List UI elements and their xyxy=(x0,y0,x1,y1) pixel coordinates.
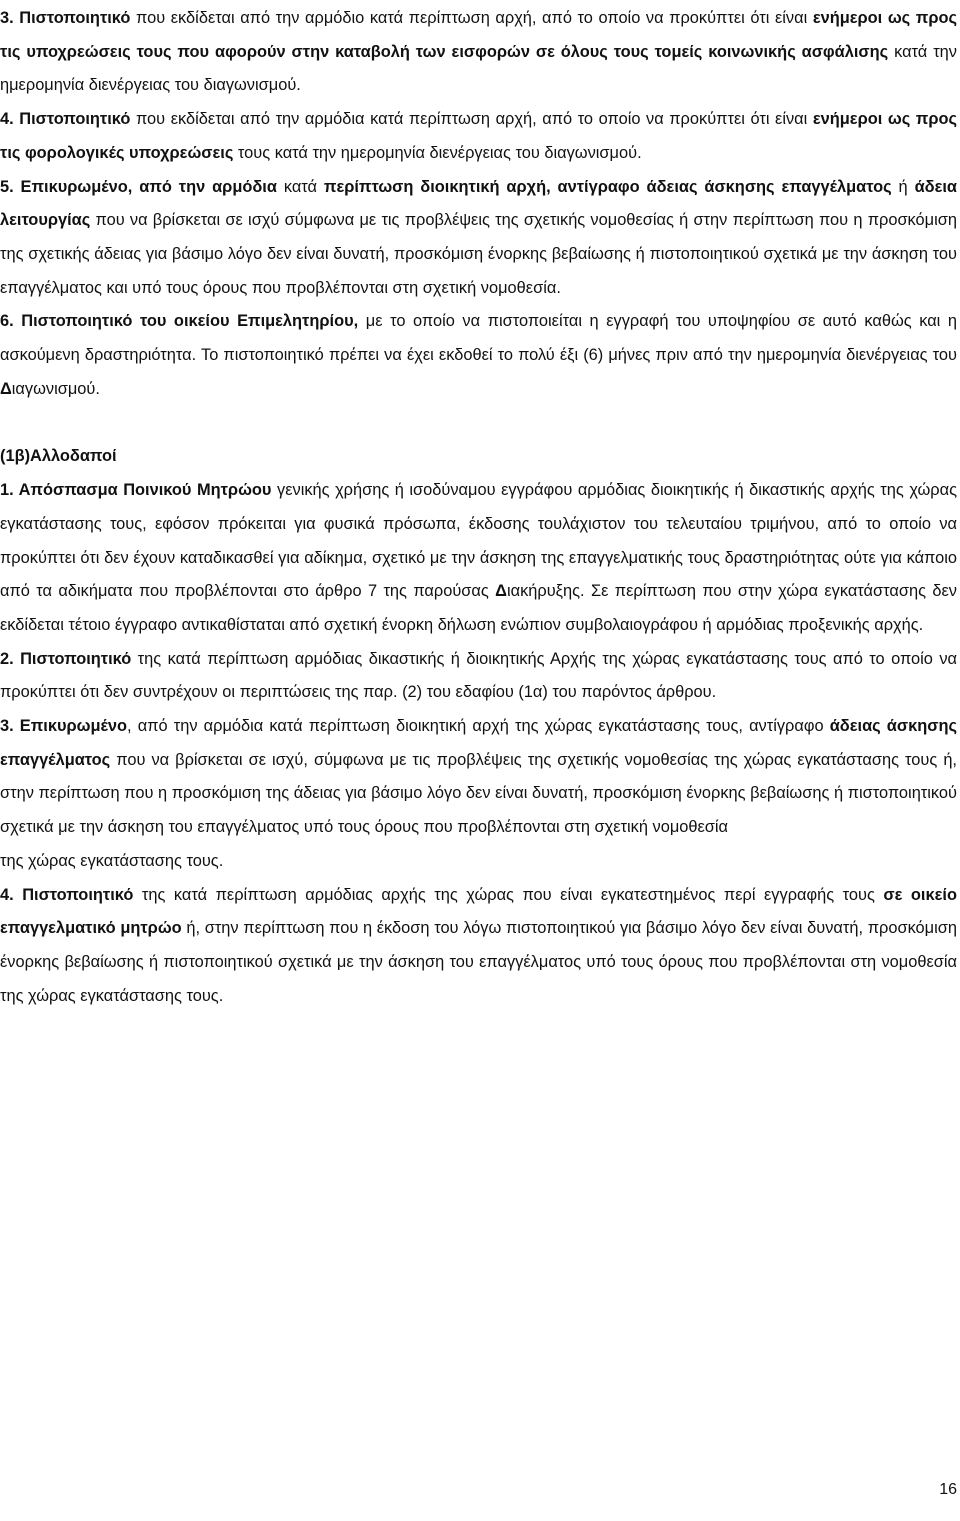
text-segment: της χώρας εγκατάστασης τους. xyxy=(0,851,224,870)
paragraph xyxy=(0,2,957,103)
bold-text-segment: άδεια λειτουργίας xyxy=(0,177,957,230)
text-segment: , από την αρμόδια κατά περίπτωση διοικητική αρχή της χώρας εγκατάστασης τους, αντίγραφο xyxy=(127,717,830,736)
bold-text-segment: περίπτωση διοικητική αρχή, αντίγραφο άδειας άσκησης επαγγέλματος xyxy=(323,177,892,196)
paragraph xyxy=(0,643,957,710)
bold-text-segment: ενήμεροι ως προς τις φορολογικές υποχρεώσεις xyxy=(0,110,958,162)
paragraph-spacer xyxy=(0,406,957,440)
text-segment: με το οποίο να πιστοποιείται η εγγραφή του υποψηφίου σε αυτό καθώς και η ασκούμενη δραστηριότητα. Το πιστοποιητικό πρέπει να έχει εκδοθεί το πολύ έξι (6) μήνες πριν από την ημερομηνία διενέργειας του xyxy=(0,312,957,365)
bold-text-segment: 3. Πιστοποιητικό xyxy=(0,9,131,27)
bold-text-segment: ενήμεροι ως προς τις υποχρεώσεις τους που αφορούν στην καταβολή των εισφορών σε όλους τους τομείς κοινωνικής ασφάλισης xyxy=(0,9,957,61)
text-segment: ιακήρυξης. Σε περίπτωση που στην χώρα εγκατάστασης δεν εκδίδεται τέτοιο έγγραφο αντικαθίσταται από σχετική ένορκη δήλωση ενώπιον συμβολαιογράφου ή αρμόδιας προξενικής αρχής. xyxy=(0,582,958,634)
text-segment: ή, στην περίπτωση που η έκδοση του λόγω πιστοποιητικού για βάσιμο λόγο δεν είναι δυνατή, προσκόμιση ένορκης βεβαίωσης ή πιστοποιητικού σχετικά με την άσκηση του επαγγέλματος υπό τους όρους που προβλέπονται στη νομοθεσία της χώρας εγκατάστασης τους. xyxy=(0,919,957,1005)
bold-text-segment: Δ xyxy=(0,379,12,398)
text-segment: που να βρίσκεται σε ισχύ, σύμφωνα με τις προβλέψεις της σχετικής νομοθεσίας της χώρας εγκατάστασης τους ή, στην περίπτωση που η προσκόμιση της άδειας για βάσιμο λόγο δεν είναι δυνατή, προσκόμιση ένορκης βεβαίωσης ή πιστοποιητικού σχετικά με την άσκηση του επαγγέλματος υπό τους όρους που προβλέπονται στη σχετική νομοθεσία xyxy=(0,750,957,837)
bold-text-segment: 4. Πιστοποιητικό xyxy=(0,110,131,129)
paragraph xyxy=(0,171,957,306)
paragraph xyxy=(0,103,957,170)
bold-text-segment: Δ xyxy=(495,582,507,601)
text-segment: που εκδίδεται από την αρμόδια κατά περίπτωση αρχή, από το οποίο να προκύπτει ότι είναι xyxy=(130,110,813,129)
paragraph xyxy=(0,474,957,643)
bold-text-segment: (1β)Αλλοδαποί xyxy=(0,447,117,466)
paragraph xyxy=(0,879,957,1014)
bold-text-segment: 1. Απόσπασμα Ποινικού Μητρώου xyxy=(0,481,272,500)
text-segment: κατά xyxy=(276,177,324,196)
bold-text-segment: 6. Πιστοποιητικό του οικείου Επιμελητηρίου, xyxy=(0,312,359,331)
bold-text-segment: άδειας άσκησης επαγγέλματος xyxy=(0,717,957,769)
paragraph xyxy=(0,305,957,406)
bold-text-segment: 5. Επικυρωμένο, από την αρμόδια xyxy=(0,177,277,196)
text-segment: γενικής χρήσης ή ισοδύναμου εγγράφου αρμόδιας διοικητικής ή δικαστικής αρχής της χώρας εγκατάστασης τους, εφόσον πρόκειται για φυσικά πρόσωπα, έκδοσης τουλάχιστον του τελευταίου τριμήνου, από το οποίο να προκύπτει ότι δεν έχουν καταδικασθεί για αδίκημα, σχετικό με την άσκηση της επαγγελματικής τους δραστηριότητας ούτε για κάποιο από τα αδικήματα που προβλέπονται στο άρθρο 7 της παρούσας xyxy=(0,481,957,601)
text-segment: της κατά περίπτωση αρμόδιας δικαστικής ή διοικητικής Αρχής της χώρας εγκατάστασης τους από το οποίο να προκύπτει ότι δεν συντρέχουν οι περιπτώσεις της παρ. (2) του εδαφίου (1α) του παρόντος άρθρου. xyxy=(0,649,958,702)
text-segment: ή xyxy=(891,177,915,196)
text-segment: της κατά περίπτωση αρμόδιας αρχής της χώρας που είναι εγκατεστημένος περί εγγραφής τους xyxy=(133,885,884,904)
bold-text-segment: σε οικείο επαγγελματικό μητρώο xyxy=(0,885,957,938)
bold-text-segment: 4. Πιστοποιητικό xyxy=(0,885,134,904)
paragraph xyxy=(0,845,957,879)
page-number: 16 xyxy=(939,1481,957,1498)
bold-text-segment: 2. Πιστοποιητικό xyxy=(0,649,132,668)
text-segment: που εκδίδεται από την αρμόδιο κατά περίπτωση αρχή, από το οποίο να προκύπτει ότι είναι xyxy=(130,9,813,27)
text-segment: που να βρίσκεται σε ισχύ σύμφωνα με τις προβλέψεις της σχετικής νομοθεσίας ή στην περίπτωση που η προσκόμιση της σχετικής άδειας για βάσιμο λόγο δεν είναι δυνατή, προσκόμιση ένορκης βεβαίωσης ή πιστοποιητικού σχετικά με την άσκηση του επαγγέλματος και υπό τους όρους που προβλέπονται στη σχετική νομοθεσία. xyxy=(0,211,957,297)
text-segment: κατά την ημερομηνία διενέργειας του διαγωνισμού. xyxy=(0,42,957,95)
paragraph xyxy=(0,710,957,845)
paragraph xyxy=(0,440,957,474)
document-body xyxy=(0,2,957,1013)
bold-text-segment: 3. Επικυρωμένο xyxy=(0,717,128,736)
text-segment: τους κατά την ημερομηνία διενέργειας του διαγωνισμού. xyxy=(233,143,642,162)
text-segment: ιαγωνισμού. xyxy=(11,379,100,398)
